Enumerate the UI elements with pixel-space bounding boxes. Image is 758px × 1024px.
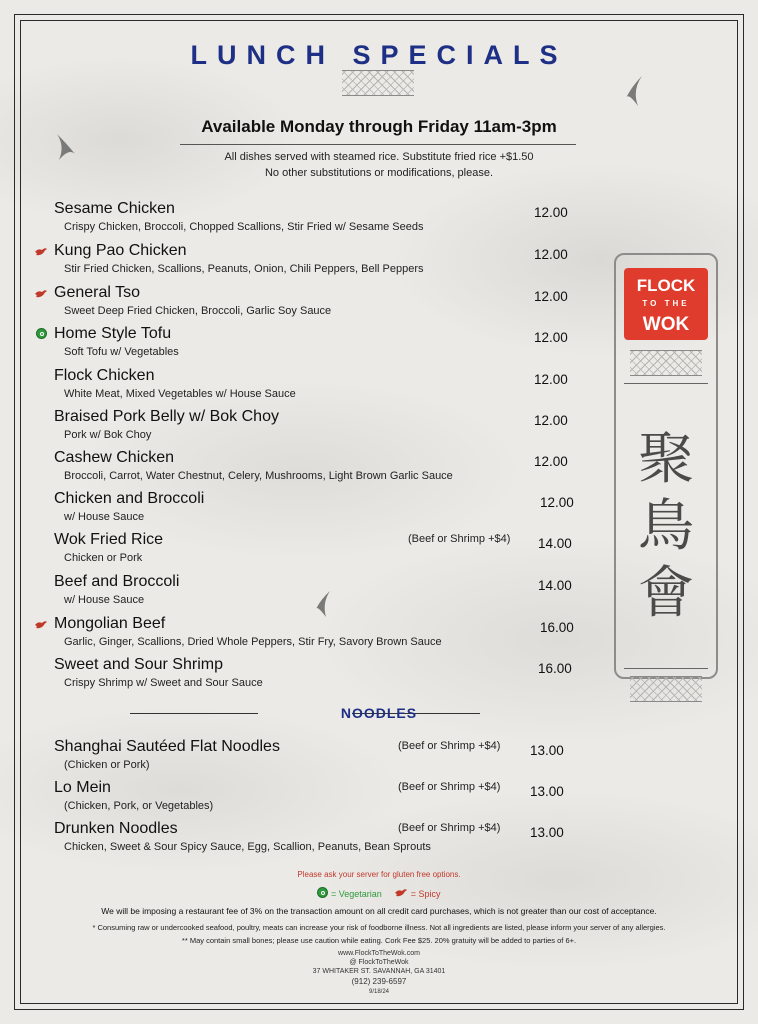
raw-food-footnote: * Consuming raw or undercooked seafood, poultry, meats can increase your risk of foodborne illness. Not all ingredients are listed, please inform your server of any allergies. — [92, 923, 666, 932]
item-price: 14.00 — [538, 578, 572, 593]
item-price: 12.00 — [534, 247, 568, 262]
website: www.FlockToTheWok.com — [338, 950, 420, 957]
menu-title: LUNCH SPECIALS — [190, 40, 568, 70]
lattice-ornament — [630, 350, 702, 376]
item-name: Flock Chicken — [54, 367, 155, 384]
gluten-note: Please ask your server for gluten free options. — [297, 870, 461, 879]
spicy-pepper-icon — [394, 886, 408, 898]
rice-note: All dishes served with steamed rice. Substitute fried rice +$1.50 — [224, 151, 534, 163]
item-price: 12.00 — [534, 205, 568, 220]
spicy-pepper-icon — [34, 245, 48, 257]
menu-item — [54, 367, 574, 407]
item-price: 14.00 — [538, 536, 572, 551]
social-handle: @ FlockToTheWok — [349, 959, 409, 966]
item-name: Cashew Chicken — [54, 449, 175, 466]
divider — [624, 383, 708, 384]
item-description: Stir Fried Chicken, Scallions, Peanuts, Onion, Chili Peppers, Bell Peppers — [64, 263, 424, 275]
item-description: w/ House Sauce — [64, 594, 145, 606]
menu-item — [54, 408, 574, 448]
item-description: Soft Tofu w/ Vegetables — [64, 346, 179, 358]
bones-footnote: ** May contain small bones; please use caution while eating. Cork Fee $25. 20% gratuity will be added to parties of 6+. — [181, 936, 577, 945]
menu-item — [54, 242, 574, 282]
item-description: (Chicken or Pork) — [64, 759, 150, 771]
menu-item — [54, 615, 574, 655]
item-description: Chicken or Pork — [64, 552, 143, 564]
menu-item — [54, 573, 574, 613]
menu-item — [54, 284, 574, 324]
legend-vegetarian: = Vegetarian — [330, 889, 382, 899]
item-description: Broccoli, Carrot, Water Chestnut, Celery, Mushrooms, Light Brown Garlic Sauce — [64, 470, 453, 482]
menu-item — [54, 200, 574, 240]
item-description: Garlic, Ginger, Scallions, Dried Whole Peppers, Stir Fry, Savory Brown Sauce — [64, 636, 442, 648]
item-name: Wok Fried Rice — [54, 531, 164, 548]
noodles-heading: NOODLES — [340, 705, 418, 721]
item-price: 12.00 — [534, 372, 568, 387]
item-price: 12.00 — [534, 454, 568, 469]
chinese-character: 鳥 — [638, 494, 694, 559]
item-name: General Tso — [54, 284, 140, 301]
item-name: Braised Pork Belly w/ Bok Choy — [54, 408, 279, 425]
address: 37 WHITAKER ST. SAVANNAH, GA 31401 — [312, 968, 446, 975]
logo-line-2: TO THE — [642, 299, 690, 308]
logo-line-1: FLOCK — [636, 276, 696, 295]
item-name: Beef and Broccoli — [54, 573, 180, 590]
item-price: 13.00 — [530, 743, 564, 758]
item-description: Crispy Chicken, Broccoli, Chopped Scallions, Stir Fried w/ Sesame Seeds — [64, 221, 424, 233]
menu-item — [54, 531, 574, 571]
item-description: w/ House Sauce — [64, 511, 145, 523]
item-description: Pork w/ Bok Choy — [64, 429, 152, 441]
substitution-note: No other substitutions or modifications, please. — [264, 167, 494, 179]
lattice-ornament — [630, 676, 702, 702]
spicy-pepper-icon — [34, 287, 48, 299]
item-price: 16.00 — [538, 661, 572, 676]
item-price: 13.00 — [530, 784, 564, 799]
item-name: Sweet and Sour Shrimp — [54, 656, 223, 673]
spicy-pepper-icon — [34, 618, 48, 630]
vegetarian-icon — [36, 328, 47, 339]
lattice-ornament — [342, 70, 414, 96]
legend — [0, 885, 758, 899]
item-name: Shanghai Sautéed Flat Noodles — [54, 738, 280, 755]
logo-line-3: WOK — [642, 314, 690, 335]
phone: (912) 239-6597 — [351, 977, 407, 986]
item-description: Crispy Shrimp w/ Sweet and Sour Sauce — [64, 677, 263, 689]
item-name: Home Style Tofu — [54, 325, 172, 342]
item-name: Chicken and Broccoli — [54, 490, 205, 507]
divider — [624, 668, 708, 669]
menu-item — [54, 656, 574, 696]
item-description: Chicken, Sweet & Sour Spicy Sauce, Egg, Scallion, Peanuts, Bean Sprouts — [64, 841, 431, 853]
item-name: Lo Mein — [54, 779, 111, 796]
item-upcharge: (Beef or Shrimp +$4) — [408, 533, 511, 545]
menu-item — [54, 820, 574, 860]
item-price: 12.00 — [534, 330, 568, 345]
item-name: Sesame Chicken — [54, 200, 175, 217]
legend-spicy: = Spicy — [410, 889, 441, 899]
item-name: Kung Pao Chicken — [54, 242, 187, 259]
item-upcharge: (Beef or Shrimp +$4) — [398, 740, 501, 752]
flock-to-the-wok-logo — [624, 268, 708, 340]
item-name: Drunken Noodles — [54, 820, 178, 837]
item-upcharge: (Beef or Shrimp +$4) — [398, 781, 501, 793]
menu-item — [54, 738, 574, 778]
chinese-character: 聚 — [638, 427, 694, 492]
bird-icon — [624, 74, 646, 114]
menu-item — [54, 449, 574, 489]
item-description: (Chicken, Pork, or Vegetables) — [64, 800, 214, 812]
menu-item — [54, 779, 574, 819]
item-price: 16.00 — [540, 620, 574, 635]
chinese-character: 會 — [638, 561, 694, 626]
vegetarian-icon — [317, 887, 328, 898]
item-upcharge: (Beef or Shrimp +$4) — [398, 822, 501, 834]
item-price: 12.00 — [540, 495, 574, 510]
item-description: Sweet Deep Fried Chicken, Broccoli, Garlic Soy Sauce — [64, 305, 332, 317]
menu-item — [54, 490, 574, 530]
item-price: 12.00 — [534, 413, 568, 428]
item-description: White Meat, Mixed Vegetables w/ House Sauce — [64, 388, 296, 400]
print-date: 9/18/24 — [368, 989, 390, 995]
divider — [180, 144, 576, 145]
availability-heading: Available Monday through Friday 11am-3pm — [201, 117, 557, 136]
credit-card-fee-note: We will be imposing a restaurant fee of 3% on the transaction amount on all credit card purchases, which is not greater than our cost of acceptance. — [101, 906, 657, 916]
item-price: 12.00 — [534, 289, 568, 304]
item-price: 13.00 — [530, 825, 564, 840]
menu-item — [54, 325, 574, 365]
item-name: Mongolian Beef — [54, 615, 166, 632]
